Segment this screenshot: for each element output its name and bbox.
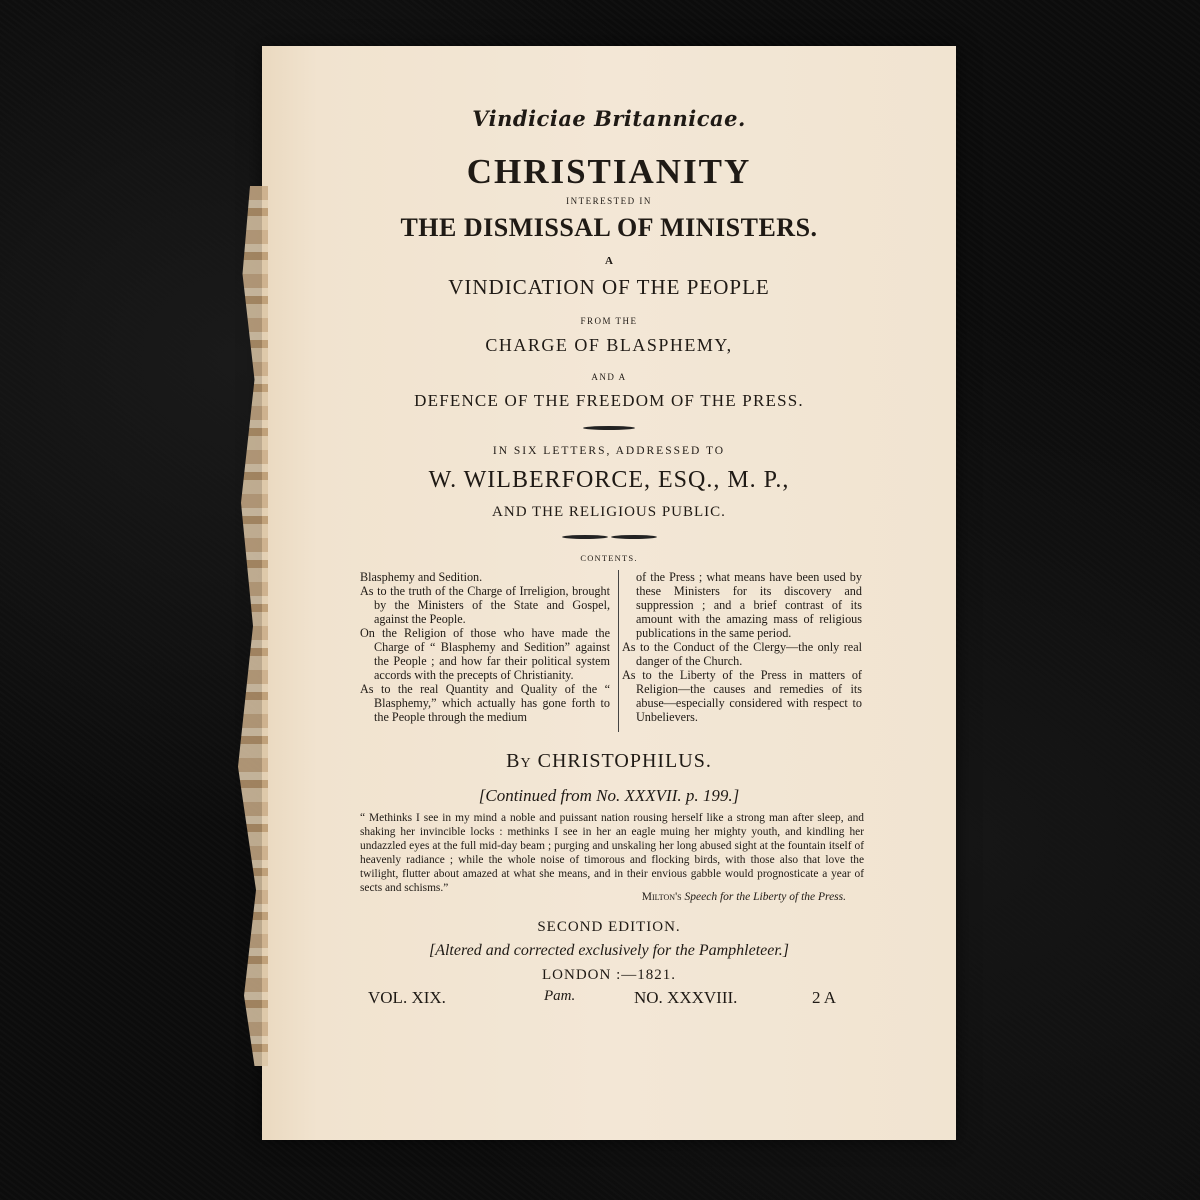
milton-quote: “ Methinks I see in my mind a noble and puissant nation rousing herself like a strong man after sleep, and shaking her invincible locks : methinks I see in her an eagle muing her mighty youth, and kindling her undazzled eyes at the full mid-day beam ; purging and unskaling her long abused sight at the fountain itself of heavenly radiance ; while the whole noise of timorous and flocking birds, with those also that love the twilight, flutter about amazed at what she means, and in their envious gabble would prognosticate a year of sects and schisms.” [360, 812, 864, 894]
contents-item: On the Religion of those who have made the Charge of “ Blasphemy and Sedition” against the People ; and how far their political system accords with the precepts of Christianity. [360, 626, 610, 682]
contents-right-column [622, 570, 862, 724]
contents-item: As to the Liberty of the Press in matters of Religion—the causes and remedies of its abuse—especially considered with respect to Unbelievers. [622, 668, 862, 724]
quote-source-name: Milton's [641, 891, 682, 903]
footer-signature: 2 A [812, 988, 837, 1007]
contents-item: of the Press ; what means have been used by these Ministers for its discovery and suppression ; and a brief contrast of its amount with the amazing mass of religious publications in the same period. [636, 570, 862, 640]
footer-number: NO. XXXVIII. [634, 988, 738, 1007]
author-by: By [506, 750, 532, 772]
addressee-public: AND THE RELIGIOUS PUBLIC. [492, 504, 726, 520]
quote-source [642, 891, 846, 903]
footer-pam: Pam. [544, 988, 576, 1004]
header-blackletter: Vindiciae Britannicae. [472, 106, 746, 131]
interested-in: INTERESTED IN [566, 196, 652, 206]
imprint: LONDON :—1821. [542, 967, 676, 983]
pamphlet-page [262, 46, 956, 1140]
edition: SECOND EDITION. [537, 919, 681, 935]
quote-source-title: Speech for the Liberty of the Press. [684, 891, 846, 903]
contents-item: As to the truth of the Charge of Irreligion, brought by the Ministers of the State and Gospel, against the People. [360, 584, 610, 626]
and-a: AND A [591, 372, 627, 382]
column-divider [618, 570, 619, 732]
article-a: A [605, 255, 613, 267]
contents-item: Blasphemy and Sedition. [360, 570, 483, 584]
contents-item: As to the real Quantity and Quality of the “ Blasphemy,” which actually has gone forth to the People through the medium [360, 682, 610, 724]
subtitle-vindication: VINDICATION OF THE PEOPLE [448, 275, 770, 299]
continued-note: [Continued from No. XXXVII. p. 199.] [478, 786, 740, 805]
subtitle-dismissal: THE DISMISSAL OF MINISTERS. [400, 213, 818, 242]
subtitle-defence: DEFENCE OF THE FREEDOM OF THE PRESS. [414, 391, 804, 410]
addressee: W. WILBERFORCE, ESQ., M. P., [428, 467, 790, 493]
subtitle-blasphemy: CHARGE OF BLASPHEMY, [485, 335, 733, 355]
from-the: FROM THE [580, 316, 638, 326]
contents-item: As to the Conduct of the Clergy—the only real danger of the Church. [622, 640, 862, 668]
ornament-rule [262, 426, 956, 430]
author-line [262, 750, 956, 773]
author-name: CHRISTOPHILUS. [537, 750, 712, 772]
contents-heading: CONTENTS. [580, 553, 638, 563]
ornament-double-rule [262, 535, 956, 539]
letters-line: IN SIX LETTERS, ADDRESSED TO [492, 445, 726, 457]
contents-left-column [360, 570, 610, 724]
altered-note: [Altered and corrected exclusively for the Pamphleteer.] [428, 942, 790, 959]
main-title: CHRISTIANITY [466, 152, 752, 191]
footer-volume: VOL. XIX. [368, 988, 446, 1007]
